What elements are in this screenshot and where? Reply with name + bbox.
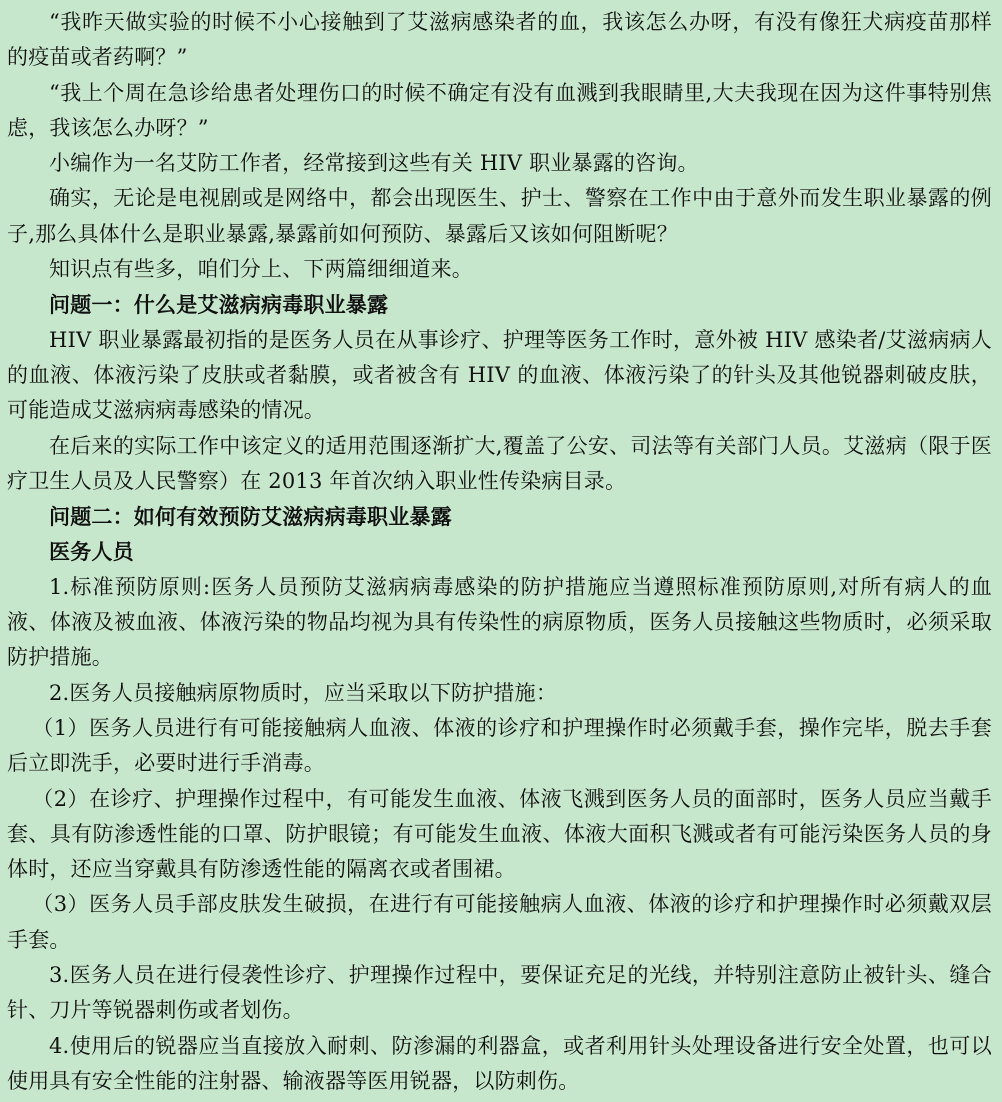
context-paragraph: 确实，无论是电视剧或是网络中，都会出现医生、护士、警察在工作中由于意外而发生职业暴露的例子,那么具体什么是职业暴露,暴露前如何预防、暴露后又该如何阻断呢？ [7,186,992,246]
question-1-heading: 问题一：什么是艾滋病病毒职业暴露 [49,292,389,318]
medical-staff-subheading: 医务人员 [49,539,134,565]
rule-2-item-2: （2）在诊疗、护理操作过程中，有可能发生血液、体液飞溅到医务人员的面部时，医务人员应当戴手套、具有防渗透性能的口罩、防护眼镜；有可能发生血液、体液大面积飞溅或者有可能污染医务人员的身体时，还应当穿戴具有防渗透性能的隔离衣或者围裙。 [7,786,992,882]
quote-paragraph-1: “我昨天做实验的时候不小心接触到了艾滋病感染者的血，我该怎么办呀，有没有像狂犬病疫苗那样的疫苗或者药啊？” [7,10,992,70]
outline-paragraph: 知识点有些多，咱们分上、下两篇细细道来。 [49,257,473,282]
scope-paragraph: 在后来的实际工作中该定义的适用范围逐渐扩大,覆盖了公安、司法等有关部门人员。艾滋病（限于医疗卫生人员及人民警察）在 2013 年首次纳入职业性传染病目录。 [7,433,992,493]
rule-4-paragraph: 4.使用后的锐器应当直接放入耐刺、防渗漏的利器盒，或者利用针头处理设备进行安全处置，也可以使用具有安全性能的注射器、输液器等医用锐器，以防刺伤。 [7,1033,992,1093]
rule-3-paragraph: 3.医务人员在进行侵袭性诊疗、护理操作过程中，要保证充足的光线，并特别注意防止被针头、缝合针、刀片等锐器刺伤或者划伤。 [7,963,992,1023]
rule-1-paragraph: 1.标准预防原则:医务人员预防艾滋病病毒感染的防护措施应当遵照标准预防原则,对所有病人的血液、体液及被血液、体液污染的物品均视为具有传染性的病原物质，医务人员接触这些物质时，必须采取防护措施。 [7,574,992,670]
quote-paragraph-2: “我上个周在急诊给患者处理伤口的时候不确定有没有血溅到我眼睛里,大夫我现在因为这件事特别焦虑，我该怎么办呀？” [7,80,992,140]
rule-2-item-3: （3）医务人员手部皮肤发生破损，在进行有可能接触病人血液、体液的诊疗和护理操作时必须戴双层手套。 [7,892,992,952]
rule-2-item-1: （1）医务人员进行有可能接触病人血液、体液的诊疗和护理操作时必须戴手套，操作完毕，脱去手套后立即洗手，必要时进行手消毒。 [7,715,992,776]
intro-paragraph: 小编作为一名艾防工作者，经常接到这些有关 HIV 职业暴露的咨询。 [49,151,699,176]
definition-paragraph: HIV 职业暴露最初指的是医务人员在从事诊疗、护理等医务工作时，意外被 HIV 感染者/艾滋病病人的血液、体液污染了皮肤或者黏膜，或者被含有 HIV 的血液、体液污染了的针头及其他锐器刺破皮肤，可能造成艾滋病病毒感染的情况。 [7,327,992,423]
question-2-heading: 问题二：如何有效预防艾滋病病毒职业暴露 [49,504,452,530]
rule-2-paragraph: 2.医务人员接触病原物质时，应当采取以下防护措施： [49,680,558,705]
